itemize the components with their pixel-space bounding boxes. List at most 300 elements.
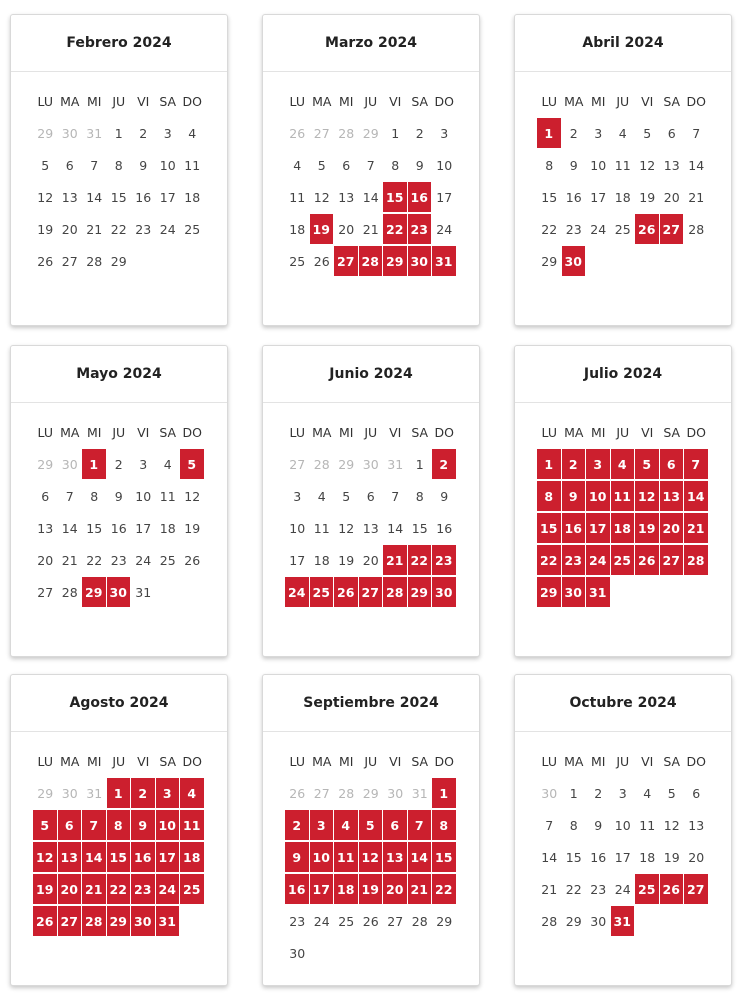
day-cell[interactable]: 26 [362,914,379,929]
day-cell[interactable]: 3 [293,489,302,504]
weekday-header: JU [616,754,630,769]
day-cell[interactable]: 28 [541,914,558,929]
day-cell[interactable]: 6 [667,126,676,141]
day-cell-highlighted[interactable]: 26 [660,874,685,905]
day-cell[interactable]: 9 [139,158,148,173]
day-cell[interactable]: 17 [590,190,607,205]
day-cell-highlighted[interactable]: 22 [537,545,562,576]
day-cell-highlighted[interactable]: 4 [180,778,205,809]
day-cell[interactable]: 18 [159,521,176,536]
day-cell[interactable]: 5 [667,786,676,801]
day-cell[interactable]: 4 [618,126,627,141]
day-cell[interactable]: 20 [338,222,355,237]
day-cell[interactable]: 1 [114,126,123,141]
day-cell-highlighted[interactable]: 24 [285,577,310,608]
day-cell-highlighted[interactable]: 21 [408,874,433,905]
day-cell[interactable]: 13 [61,190,78,205]
day-cell-highlighted[interactable]: 18 [180,842,205,873]
calendar-card-mayo [10,345,228,657]
day-cell-highlighted[interactable]: 12 [33,842,58,873]
weekday-header: MA [564,754,584,769]
day-cell-highlighted[interactable]: 5 [180,449,205,480]
day-cell[interactable]: 16 [565,190,582,205]
day-cell-highlighted[interactable]: 15 [537,513,562,544]
day-cell[interactable]: 24 [159,222,176,237]
day-cell-highlighted[interactable]: 19 [359,874,384,905]
day-cell-highlighted[interactable]: 1 [537,449,562,480]
day-cell[interactable]: 26 [37,254,54,269]
day-cell[interactable]: 7 [692,126,701,141]
day-cell-highlighted[interactable]: 23 [432,545,457,576]
day-cell[interactable]: 21 [688,190,705,205]
day-cell-highlighted[interactable]: 1 [537,118,562,149]
weekday-header: VI [389,94,402,109]
day-cell[interactable]: 7 [391,489,400,504]
day-cell[interactable]: 21 [86,222,103,237]
day-cell[interactable]: 21 [362,222,379,237]
day-cell[interactable]: 23 [289,914,306,929]
day-cell-highlighted[interactable]: 25 [180,874,205,905]
day-cell[interactable]: 14 [61,521,78,536]
day-cell-highlighted[interactable]: 3 [586,449,611,480]
day-cell-highlighted[interactable]: 11 [334,842,359,873]
day-cell[interactable]: 3 [139,457,148,472]
day-cell[interactable]: 18 [639,850,656,865]
day-cell[interactable]: 25 [338,914,355,929]
day-cell[interactable]: 26 [184,553,201,568]
day-cell-highlighted[interactable]: 28 [359,246,384,277]
day-cell[interactable]: 17 [159,190,176,205]
day-cell-highlighted[interactable]: 30 [107,577,132,608]
day-cell[interactable]: 5 [41,158,50,173]
day-cell-highlighted[interactable]: 3 [310,810,335,841]
day-cell[interactable]: 16 [436,521,453,536]
day-cell[interactable]: 9 [594,818,603,833]
day-cell[interactable]: 16 [590,850,607,865]
day-cell-highlighted[interactable]: 30 [131,906,156,937]
weekday-header: VI [137,94,150,109]
day-cell[interactable]: 1 [569,786,578,801]
day-cell-highlighted[interactable]: 1 [107,778,132,809]
day-cell-highlighted[interactable]: 15 [383,182,408,213]
day-cell-highlighted[interactable]: 19 [33,874,58,905]
day-cell[interactable]: 11 [184,158,201,173]
day-cell[interactable]: 5 [317,158,326,173]
day-cell-highlighted[interactable]: 13 [58,842,83,873]
day-cell-highlighted[interactable]: 2 [131,778,156,809]
day-cell[interactable]: 15 [86,521,103,536]
day-cell[interactable]: 16 [110,521,127,536]
day-cell[interactable]: 15 [565,850,582,865]
day-cell-other-month: 30 [541,786,558,801]
day-cell[interactable]: 27 [387,914,404,929]
day-cell-highlighted[interactable]: 22 [107,874,132,905]
day-cell[interactable]: 23 [565,222,582,237]
day-cell-highlighted[interactable]: 21 [383,545,408,576]
day-cell[interactable]: 14 [362,190,379,205]
day-cell-highlighted[interactable]: 31 [586,577,611,608]
day-cell-highlighted[interactable]: 29 [82,577,107,608]
day-cell-highlighted[interactable]: 3 [156,778,181,809]
day-cell[interactable]: 20 [37,553,54,568]
day-cell-highlighted[interactable]: 30 [562,246,587,277]
month-title: Octubre 2024 [515,675,731,732]
day-cell[interactable]: 25 [184,222,201,237]
day-cell[interactable]: 3 [618,786,627,801]
day-cell[interactable]: 28 [688,222,705,237]
day-cell-highlighted[interactable]: 7 [684,449,709,480]
day-cell-highlighted[interactable]: 27 [684,874,709,905]
day-cell[interactable]: 3 [440,126,449,141]
day-cell-highlighted[interactable]: 17 [156,842,181,873]
day-cell-highlighted[interactable]: 6 [660,449,685,480]
day-cell-highlighted[interactable]: 16 [285,874,310,905]
day-cell-highlighted[interactable]: 29 [408,577,433,608]
weekday-header: DO [686,754,706,769]
day-cell[interactable]: 10 [159,158,176,173]
day-cell[interactable]: 18 [289,222,306,237]
day-cell[interactable]: 19 [663,850,680,865]
day-cell[interactable]: 28 [86,254,103,269]
weekday-header: MA [60,425,80,440]
day-cell[interactable]: 24 [436,222,453,237]
day-cell[interactable]: 21 [61,553,78,568]
day-cell-highlighted[interactable]: 31 [611,906,636,937]
day-cell[interactable]: 19 [37,222,54,237]
day-cell[interactable]: 18 [184,190,201,205]
day-cell[interactable]: 23 [110,553,127,568]
day-cell[interactable]: 13 [37,521,54,536]
day-cell[interactable]: 9 [114,489,123,504]
day-cell[interactable]: 30 [590,914,607,929]
day-cell-highlighted[interactable]: 27 [359,577,384,608]
day-cell[interactable]: 19 [184,521,201,536]
day-cell-highlighted[interactable]: 27 [660,545,685,576]
month-title: Junio 2024 [263,346,479,403]
day-cell-highlighted[interactable]: 11 [180,810,205,841]
day-cell-highlighted[interactable]: 10 [156,810,181,841]
day-cell[interactable]: 8 [545,158,554,173]
day-cell-highlighted[interactable]: 5 [33,810,58,841]
day-cell[interactable]: 21 [541,882,558,897]
day-cell[interactable]: 22 [565,882,582,897]
day-cell-highlighted[interactable]: 2 [562,449,587,480]
day-cell[interactable]: 7 [65,489,74,504]
day-cell-highlighted[interactable]: 31 [156,906,181,937]
day-cell[interactable]: 5 [342,489,351,504]
day-cell-highlighted[interactable]: 20 [58,874,83,905]
day-cell-highlighted[interactable]: 24 [586,545,611,576]
day-cell[interactable]: 25 [289,254,306,269]
day-cell-highlighted[interactable]: 23 [408,214,433,245]
day-cell-highlighted[interactable]: 19 [310,214,335,245]
day-cell[interactable]: 29 [541,254,558,269]
weekday-header: LU [289,425,305,440]
month-title: Marzo 2024 [263,15,479,72]
day-cell[interactable]: 4 [293,158,302,173]
day-cell[interactable]: 28 [411,914,428,929]
day-cell-highlighted[interactable]: 27 [660,214,685,245]
day-cell-highlighted[interactable]: 25 [310,577,335,608]
day-cell[interactable]: 8 [391,158,400,173]
day-cell[interactable]: 22 [110,222,127,237]
day-cell-highlighted[interactable]: 16 [562,513,587,544]
day-cell-highlighted[interactable]: 11 [611,481,636,512]
day-cell[interactable]: 11 [614,158,631,173]
day-cell[interactable]: 23 [590,882,607,897]
day-cell[interactable]: 13 [338,190,355,205]
day-cell-highlighted[interactable]: 4 [334,810,359,841]
day-cell[interactable]: 17 [614,850,631,865]
day-cell-highlighted[interactable]: 18 [611,513,636,544]
month-title: Agosto 2024 [11,675,227,732]
day-cell-highlighted[interactable]: 23 [562,545,587,576]
day-cell[interactable]: 10 [590,158,607,173]
day-cell[interactable]: 20 [663,190,680,205]
month-title: Septiembre 2024 [263,675,479,732]
day-cell[interactable]: 20 [362,553,379,568]
day-cell[interactable]: 12 [639,158,656,173]
day-cell[interactable]: 19 [639,190,656,205]
day-cell[interactable]: 6 [366,489,375,504]
day-cell[interactable]: 4 [188,126,197,141]
day-cell[interactable]: 1 [391,126,400,141]
day-cell-highlighted[interactable]: 28 [383,577,408,608]
day-cell[interactable]: 30 [289,946,306,961]
day-cell[interactable]: 17 [289,553,306,568]
day-cell[interactable]: 10 [289,521,306,536]
day-cell-highlighted[interactable]: 12 [359,842,384,873]
day-cell-highlighted[interactable]: 15 [432,842,457,873]
day-cell-highlighted[interactable]: 9 [131,810,156,841]
day-cell[interactable]: 15 [411,521,428,536]
day-cell[interactable]: 17 [436,190,453,205]
day-cell[interactable]: 2 [594,786,603,801]
day-cell[interactable]: 12 [313,190,330,205]
day-cell[interactable]: 7 [90,158,99,173]
day-cell-highlighted[interactable]: 30 [408,246,433,277]
day-cell[interactable]: 29 [436,914,453,929]
day-cell-highlighted[interactable]: 1 [82,449,107,480]
day-cell[interactable]: 10 [436,158,453,173]
day-cell[interactable]: 23 [135,222,152,237]
weekday-header: MI [591,425,606,440]
day-cell-highlighted[interactable]: 8 [537,481,562,512]
weekday-header: VI [389,425,402,440]
day-cell-highlighted[interactable]: 23 [131,874,156,905]
day-cell[interactable]: 22 [86,553,103,568]
day-cell-highlighted[interactable]: 1 [432,778,457,809]
weekday-header: LU [289,94,305,109]
day-cell[interactable]: 20 [688,850,705,865]
day-cell[interactable]: 11 [313,521,330,536]
day-cell-highlighted[interactable]: 9 [285,842,310,873]
month-grid [33,86,205,277]
day-cell[interactable]: 8 [569,818,578,833]
day-cell-highlighted[interactable]: 12 [635,481,660,512]
day-cell-highlighted[interactable]: 10 [310,842,335,873]
day-cell-highlighted[interactable]: 14 [684,481,709,512]
day-cell-highlighted[interactable]: 16 [131,842,156,873]
day-cell[interactable]: 26 [313,254,330,269]
day-cell[interactable]: 31 [135,585,152,600]
day-cell[interactable]: 25 [614,222,631,237]
day-cell[interactable]: 3 [163,126,172,141]
day-cell-highlighted[interactable]: 4 [611,449,636,480]
day-cell-highlighted[interactable]: 21 [82,874,107,905]
day-cell[interactable]: 14 [688,158,705,173]
day-cell[interactable]: 29 [110,254,127,269]
day-cell[interactable]: 1 [415,457,424,472]
day-cell[interactable]: 2 [569,126,578,141]
day-cell[interactable]: 15 [541,190,558,205]
day-cell-highlighted[interactable]: 6 [383,810,408,841]
day-cell-highlighted[interactable]: 20 [660,513,685,544]
day-cell-highlighted[interactable]: 20 [383,874,408,905]
day-cell[interactable]: 12 [184,489,201,504]
day-cell-highlighted[interactable]: 9 [562,481,587,512]
day-cell[interactable]: 22 [541,222,558,237]
day-cell[interactable]: 27 [61,254,78,269]
weekday-header: LU [37,425,53,440]
day-cell[interactable]: 14 [541,850,558,865]
day-cell[interactable]: 4 [643,786,652,801]
day-cell-highlighted[interactable]: 31 [432,246,457,277]
day-cell[interactable]: 19 [338,553,355,568]
day-cell[interactable]: 11 [159,489,176,504]
day-cell[interactable]: 15 [110,190,127,205]
day-cell[interactable]: 6 [692,786,701,801]
day-cell[interactable]: 2 [114,457,123,472]
day-cell-highlighted[interactable]: 29 [383,246,408,277]
day-cell[interactable]: 8 [114,158,123,173]
day-cell-highlighted[interactable]: 22 [408,545,433,576]
day-cell-highlighted[interactable]: 13 [383,842,408,873]
day-cell[interactable]: 16 [135,190,152,205]
day-cell[interactable]: 8 [415,489,424,504]
day-cell-highlighted[interactable]: 6 [58,810,83,841]
day-cell-highlighted[interactable]: 5 [635,449,660,480]
day-cell[interactable]: 28 [61,585,78,600]
day-cell[interactable]: 4 [317,489,326,504]
day-cell[interactable]: 17 [135,521,152,536]
day-cell[interactable]: 4 [163,457,172,472]
day-cell[interactable]: 5 [643,126,652,141]
day-cell-highlighted[interactable]: 13 [660,481,685,512]
day-cell[interactable]: 8 [90,489,99,504]
day-cell[interactable]: 3 [594,126,603,141]
day-cell-highlighted[interactable]: 25 [611,545,636,576]
day-cell[interactable]: 18 [313,553,330,568]
day-cell-highlighted[interactable]: 22 [383,214,408,245]
day-cell-highlighted[interactable]: 17 [310,874,335,905]
day-cell[interactable]: 25 [159,553,176,568]
day-cell-highlighted[interactable]: 21 [684,513,709,544]
day-cell-other-month: 29 [37,786,54,801]
day-cell-highlighted[interactable]: 10 [586,481,611,512]
day-cell-highlighted[interactable]: 2 [432,449,457,480]
day-cell[interactable]: 13 [688,818,705,833]
day-cell-highlighted[interactable]: 17 [586,513,611,544]
day-cell[interactable]: 10 [135,489,152,504]
day-cell-highlighted[interactable]: 29 [107,906,132,937]
day-cell-highlighted[interactable]: 5 [359,810,384,841]
day-cell[interactable]: 14 [86,190,103,205]
day-cell-highlighted[interactable]: 29 [537,577,562,608]
day-cell-highlighted[interactable]: 25 [635,874,660,905]
day-cell[interactable]: 7 [545,818,554,833]
day-cell-highlighted[interactable]: 8 [432,810,457,841]
day-cell[interactable]: 14 [387,521,404,536]
day-cell[interactable]: 6 [65,158,74,173]
day-cell-highlighted[interactable]: 24 [156,874,181,905]
day-cell[interactable]: 13 [663,158,680,173]
day-cell[interactable]: 9 [415,158,424,173]
day-cell-highlighted[interactable]: 30 [562,577,587,608]
day-cell-highlighted[interactable]: 14 [408,842,433,873]
day-cell[interactable]: 6 [342,158,351,173]
day-cell-highlighted[interactable]: 19 [635,513,660,544]
day-cell-highlighted[interactable]: 30 [432,577,457,608]
day-cell[interactable]: 24 [313,914,330,929]
day-cell[interactable]: 12 [663,818,680,833]
day-cell[interactable]: 7 [366,158,375,173]
day-cell-highlighted[interactable]: 8 [107,810,132,841]
day-cell[interactable]: 2 [415,126,424,141]
day-cell[interactable]: 20 [61,222,78,237]
day-cell[interactable]: 11 [289,190,306,205]
day-cell[interactable]: 27 [37,585,54,600]
day-cell-highlighted[interactable]: 28 [82,906,107,937]
calendar-card-septiembre [262,674,480,986]
month-grid [285,417,457,608]
day-cell-highlighted[interactable]: 14 [82,842,107,873]
day-cell[interactable]: 18 [614,190,631,205]
day-cell-highlighted[interactable]: 28 [684,545,709,576]
day-cell[interactable]: 11 [639,818,656,833]
day-cell-highlighted[interactable]: 7 [82,810,107,841]
day-cell-highlighted[interactable]: 18 [334,874,359,905]
day-cell-highlighted[interactable]: 27 [58,906,83,937]
day-cell[interactable]: 12 [338,521,355,536]
day-cell-highlighted[interactable]: 15 [107,842,132,873]
day-cell[interactable]: 9 [440,489,449,504]
day-cell-highlighted[interactable]: 26 [635,214,660,245]
day-cell-highlighted[interactable]: 26 [635,545,660,576]
day-cell[interactable]: 29 [565,914,582,929]
day-cell[interactable]: 13 [362,521,379,536]
day-cell[interactable]: 9 [569,158,578,173]
day-cell-highlighted[interactable]: 26 [334,577,359,608]
day-cell[interactable]: 2 [139,126,148,141]
day-cell-highlighted[interactable]: 16 [408,182,433,213]
day-cell-highlighted[interactable]: 26 [33,906,58,937]
weekday-header: DO [686,425,706,440]
month-grid [33,746,205,937]
day-cell[interactable]: 24 [135,553,152,568]
month-title: Julio 2024 [515,346,731,403]
day-cell-highlighted[interactable]: 2 [285,810,310,841]
weekday-header: VI [641,94,654,109]
day-cell[interactable]: 10 [614,818,631,833]
day-cell-highlighted[interactable]: 27 [334,246,359,277]
day-cell[interactable]: 24 [614,882,631,897]
day-cell[interactable]: 6 [41,489,50,504]
day-cell[interactable]: 24 [590,222,607,237]
day-cell-highlighted[interactable]: 22 [432,874,457,905]
day-cell-highlighted[interactable]: 7 [408,810,433,841]
day-cell[interactable]: 12 [37,190,54,205]
